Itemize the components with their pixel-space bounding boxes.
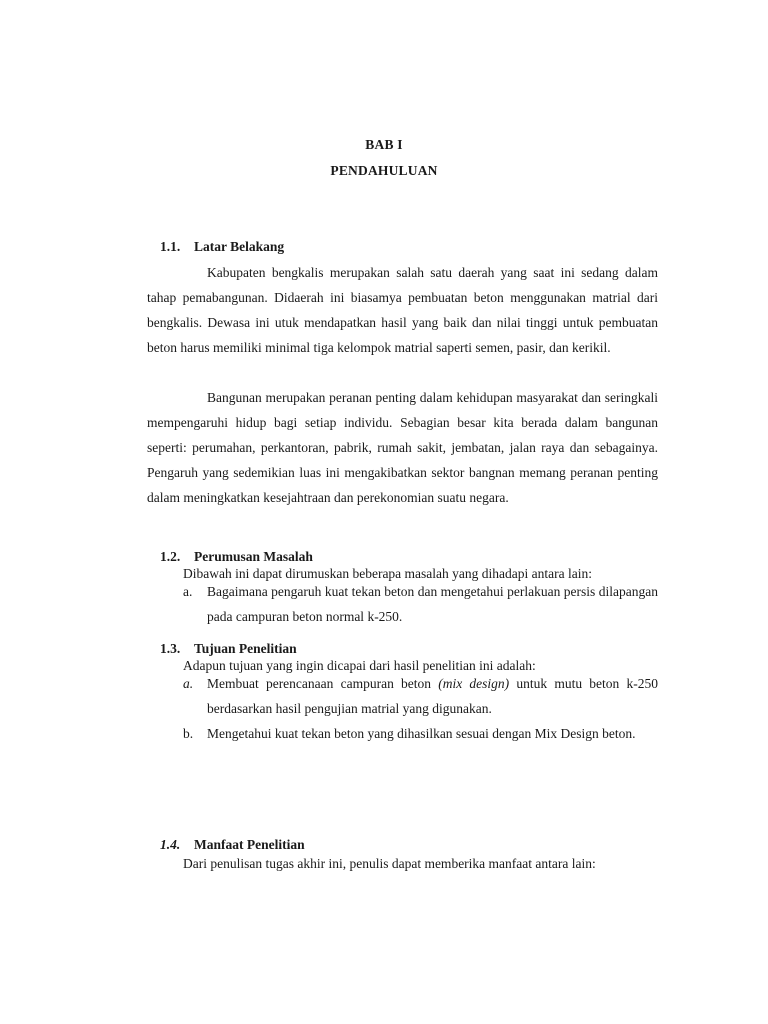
section-heading-perumusan-masalah: [160, 549, 313, 565]
list-marker: b.: [183, 726, 194, 741]
section-heading-manfaat-penelitian: [160, 837, 305, 853]
list-marker: a.: [183, 676, 194, 691]
paragraph-latar-belakang-1: Kabupaten bengkalis merupakan salah satu daerah yang saat ini sedang dalam tahap pemabangunan. Didaerah ini biasamya pembuatan beton menggunakan matrial dari bengkalis. Dewasa ini utuk mendapatkan hasil yang baik dan nilai tinggi untuk pembuatan beton harus memiliki minimal tiga kelompok matrial saperti semen, pasir, dan kerikil.: [147, 265, 658, 355]
list-item-text: Mengetahui kuat tekan beton yang dihasilkan sesuai dengan Mix Design beton.: [207, 726, 636, 741]
chapter-title: PENDAHULUAN: [330, 163, 438, 178]
section-number: 1.4.: [160, 837, 181, 852]
section-title: Manfaat Penelitian: [194, 837, 305, 852]
list-item-text: Membuat perencanaan campuran beton (mix design) untuk mutu beton k-250 berdasarkan hasil pengujian matrial yang digunakan.: [207, 676, 658, 716]
section-title: Tujuan Penelitian: [194, 641, 297, 656]
list-item-perumusan-a: [183, 579, 658, 629]
section-title: Perumusan Masalah: [194, 549, 313, 564]
manfaat-intro: Dari penulisan tugas akhir ini, penulis dapat memberika manfaat antara lain:: [183, 856, 596, 871]
section-title: Latar Belakang: [194, 239, 285, 254]
section-heading-latar-belakang: [160, 239, 284, 255]
perumusan-intro: Dibawah ini dapat dirumuskan beberapa masalah yang dihadapi antara lain:: [183, 566, 592, 581]
section-heading-tujuan-penelitian: [160, 641, 297, 657]
list-item-text: Bagaimana pengaruh kuat tekan beton dan mengetahui perlakuan persis dilapangan pada campuran beton normal k-250.: [207, 584, 658, 624]
list-marker: a.: [183, 584, 193, 599]
section-number: 1.2.: [160, 549, 181, 564]
tujuan-intro: Adapun tujuan yang ingin dicapai dari hasil penelitian ini adalah:: [183, 658, 536, 673]
list-item-tujuan-b: [183, 721, 658, 746]
section-number: 1.3.: [160, 641, 181, 656]
section-number: 1.1.: [160, 239, 181, 254]
paragraph-latar-belakang-2: Bangunan merupakan peranan penting dalam kehidupan masyarakat dan seringkali mempengaruhi hidup bagi setiap individu. Sebagian besar kita berada dalam bangunan seperti: perumahan, perkantoran, pabrik, rumah sakit, jembatan, jalan raya dan sebagainya. Pengaruh yang sedemikian luas ini mengakibatkan sektor bangnan memang peranan penting dalam meningkatkan kesejahtraan dan perekonomian suatu negara.: [147, 390, 658, 505]
chapter-label: BAB I: [365, 137, 403, 152]
list-item-tujuan-a: [183, 671, 658, 721]
